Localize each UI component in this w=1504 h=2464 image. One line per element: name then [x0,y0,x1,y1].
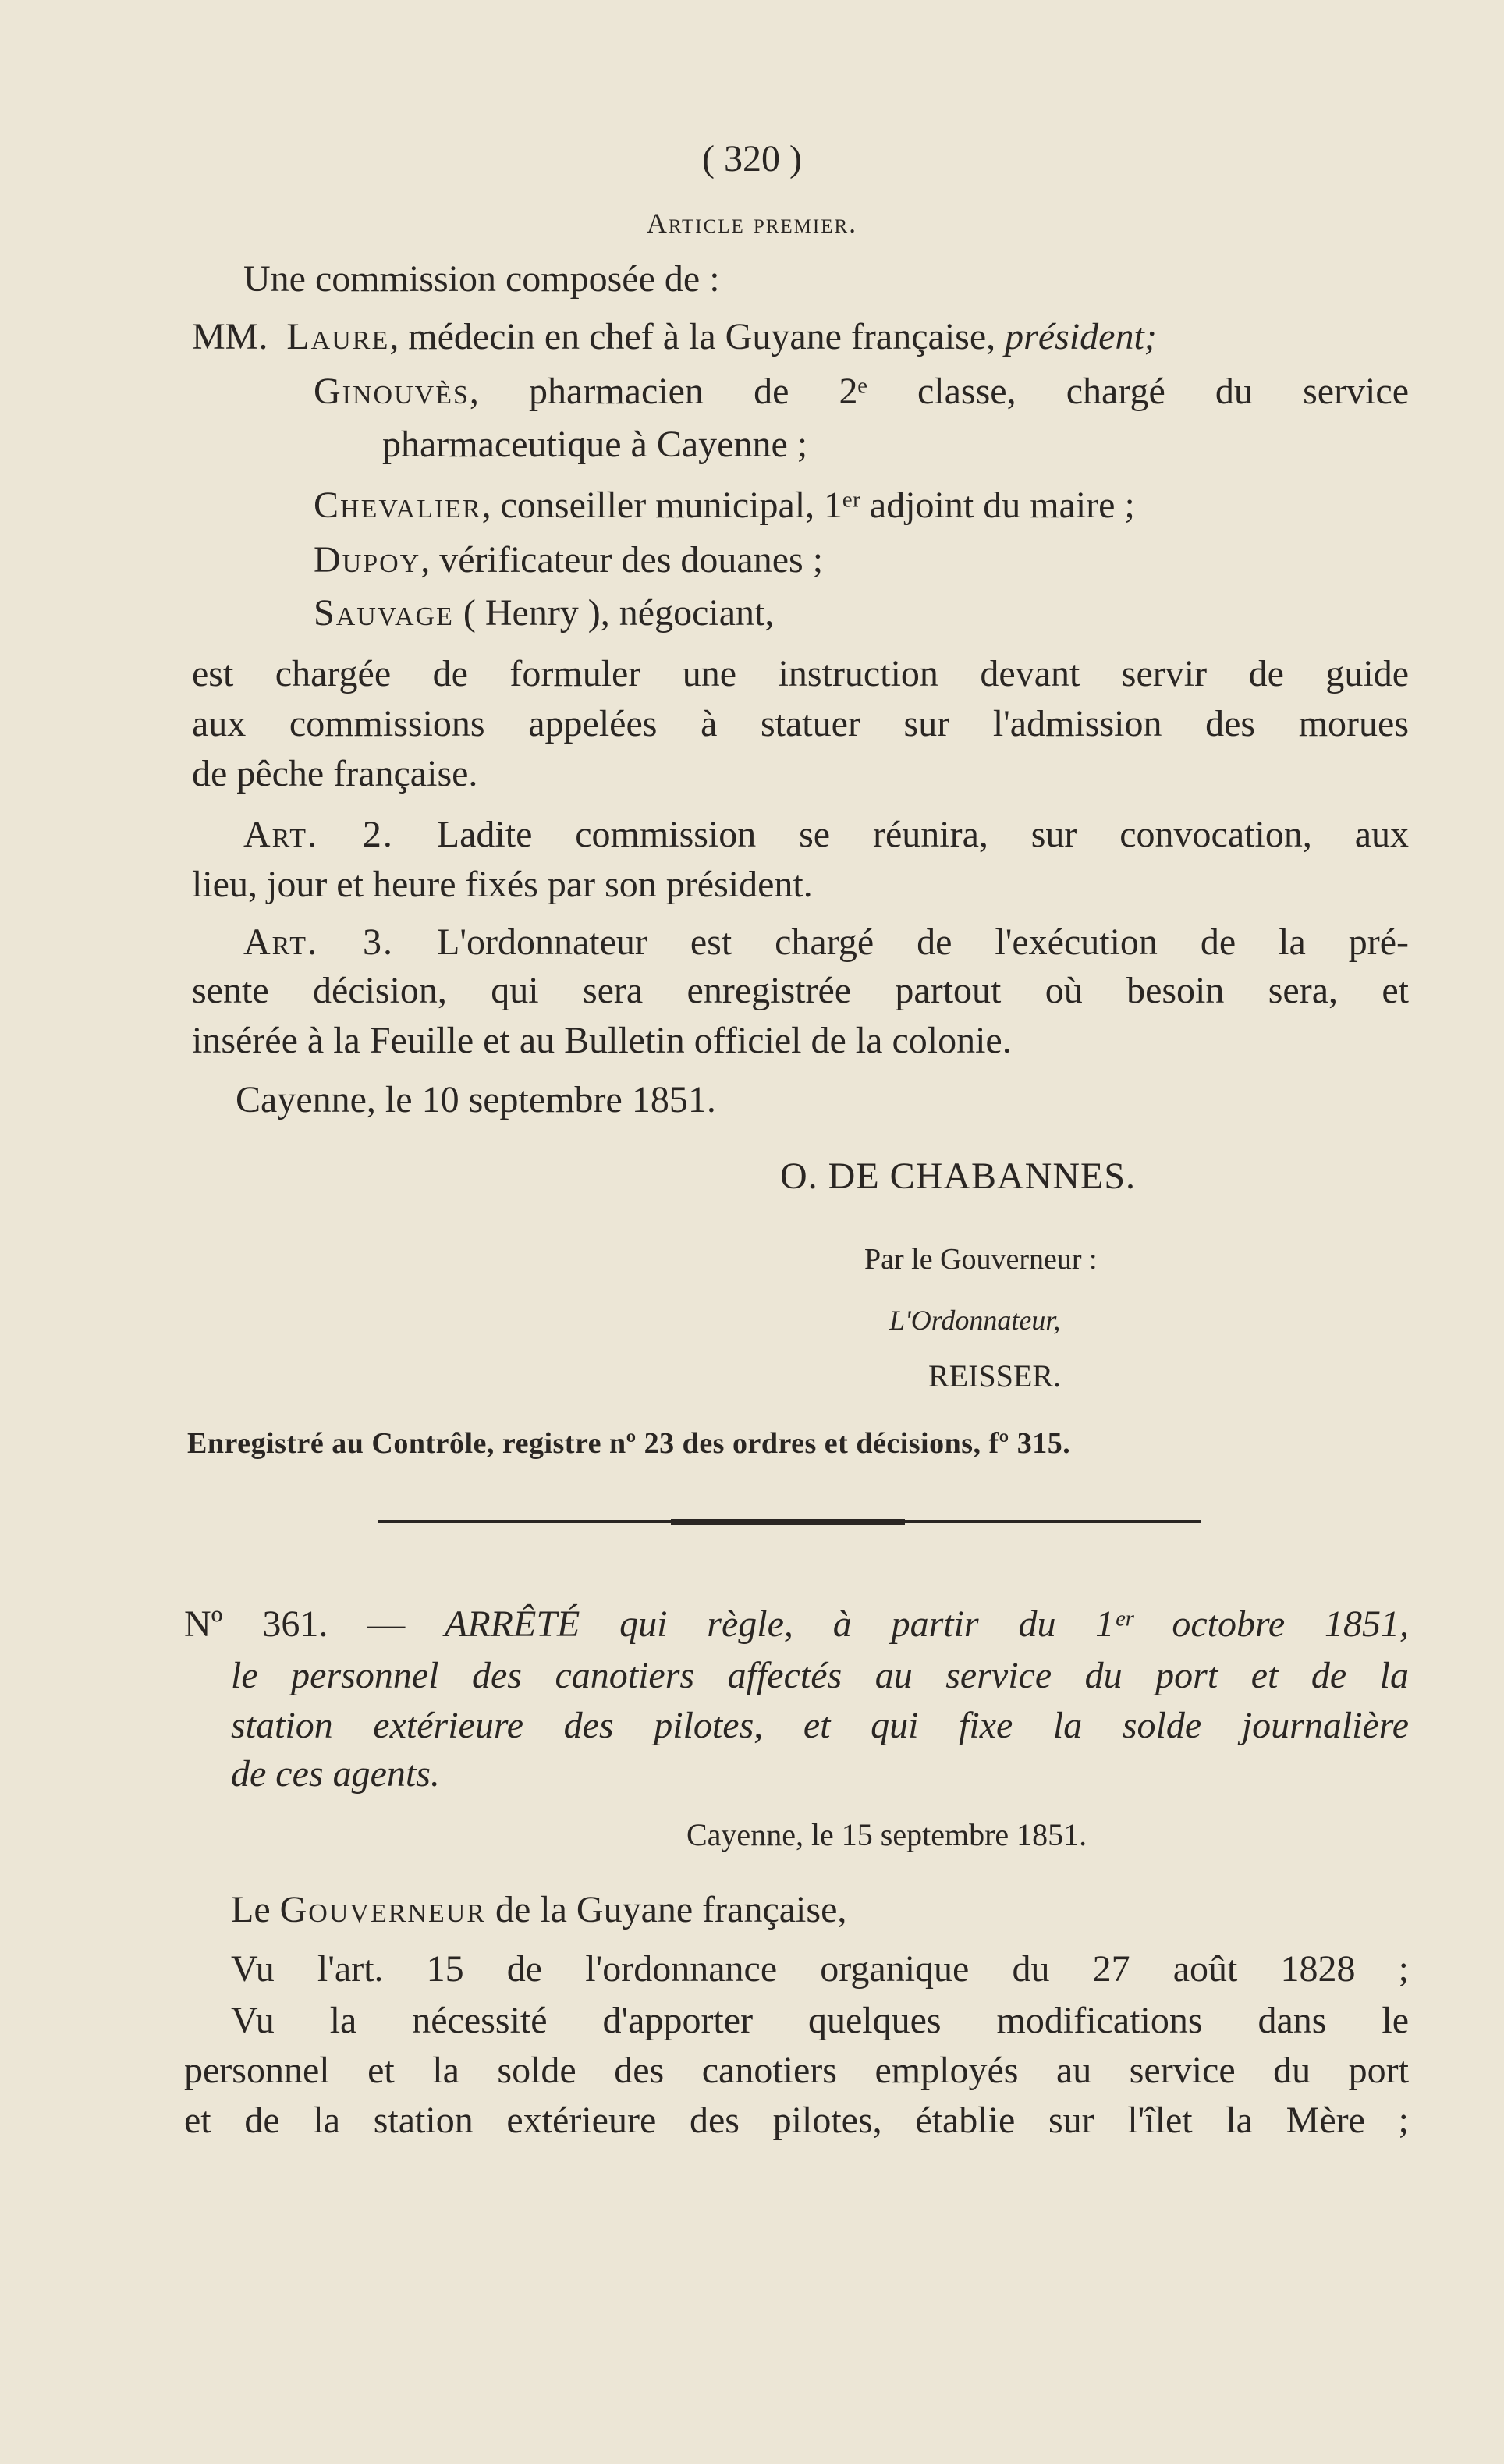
decree-title-line [184,1601,1409,1648]
body-line: est chargée de formuler une instruction devant servir de guide [192,653,1409,694]
member-role: , médecin en chef à la Guyane française, [389,316,1006,357]
decree-body-line: Vu la nécessité d'apporter quelques modifications dans le [231,2000,1409,2041]
member-name: Dupoy [314,539,421,580]
commission-member-1 [192,314,1409,360]
art3-line-cont: sente décision, qui sera enregistrée partout où besoin sera, et [192,970,1409,1011]
mm-prefix: MM. [192,316,268,357]
member-name: Chevalier [314,485,482,526]
commission-member-2 [314,368,1409,415]
art3-line-cont: insérée à la Feuille et au Bulletin officiel de la colonie. [192,1020,1012,1061]
member-name: Ginouvès [314,371,470,412]
decree-date: Cayenne, le 15 septembre 1851. [686,1817,1087,1852]
art3-line [243,919,1409,966]
decree-title-line: le personnel des canotiers affectés au service du port et de la [231,1655,1409,1696]
member-role: , vérificateur des douanes ; [420,539,824,580]
member-role: ( Henry ), négociant, [453,592,775,634]
art2-line [243,811,1409,858]
preamble-rest: de la Guyane française, [495,1889,847,1930]
decree-body-line: personnel et la solde des canotiers employés au service du port [184,2050,1409,2091]
art3-text: L'ordonnateur est chargé de l'exécution de la pré- [437,921,1410,963]
ordonnateur-label: L'Ordonnateur, [889,1305,1061,1336]
member-role: , pharmacien de 2ᵉ classe, chargé du service [469,371,1409,412]
decree-number: Nº 361. [184,1603,328,1645]
article-label: Art. 2. [243,814,394,855]
commission-member-5 [314,590,774,637]
art2-text: Ladite commission se réunira, sur convocation, aux [436,814,1410,855]
commission-member-3 [314,482,1409,529]
decree-dash: — [367,1603,406,1645]
body-line: de pêche française. [192,753,478,794]
ordonnateur-name: REISSER. [928,1358,1062,1394]
commission-member-2-cont: pharmaceutique à Cayenne ; [382,424,808,465]
place-date: Cayenne, le 10 septembre 1851. [236,1079,716,1120]
signatory: O. DE CHABANNES. [780,1156,1137,1197]
member-role: , conseiller municipal, 1ᵉʳ adjoint du maire ; [481,485,1135,526]
art2-line-cont: lieu, jour et heure fixés par son président. [192,864,813,905]
member-name: Sauvage [314,592,454,634]
page-number: ( 320 ) [702,138,802,179]
preamble-article: Le [231,1889,271,1930]
separator-rule-center [671,1519,905,1525]
decree-preamble [231,1887,846,1933]
preamble-governor: Gouverneur [279,1889,486,1930]
decree-body-line: Vu l'art. 15 de l'ordonnance organique du 27 août 1828 ; [231,1948,1409,1990]
article-heading: Article premier. [646,208,858,239]
decree-title-line: de ces agents. [231,1753,440,1795]
decree-title-line: station extérieure des pilotes, et qui fixe la solde journalière [231,1705,1409,1746]
decree-title: ARRÊTÉ qui règle, à partir du 1ᵉʳ octobre 1851, [445,1603,1410,1645]
member-name: Laure [286,316,390,357]
body-line: aux commissions appelées à statuer sur l'admission des morues [192,703,1409,744]
intro-line: Une commission composée de : [243,258,720,300]
article-label: Art. 3. [243,921,395,963]
registration-note: Enregistré au Contrôle, registre nº 23 des ordres et décisions, fº 315. [187,1427,1071,1460]
commission-member-4 [314,537,823,584]
decree-body-line: et de la station extérieure des pilotes, établie sur l'îlet la Mère ; [184,2100,1409,2141]
member-title: président; [1005,316,1157,357]
by-governor: Par le Gouverneur : [864,1243,1098,1276]
